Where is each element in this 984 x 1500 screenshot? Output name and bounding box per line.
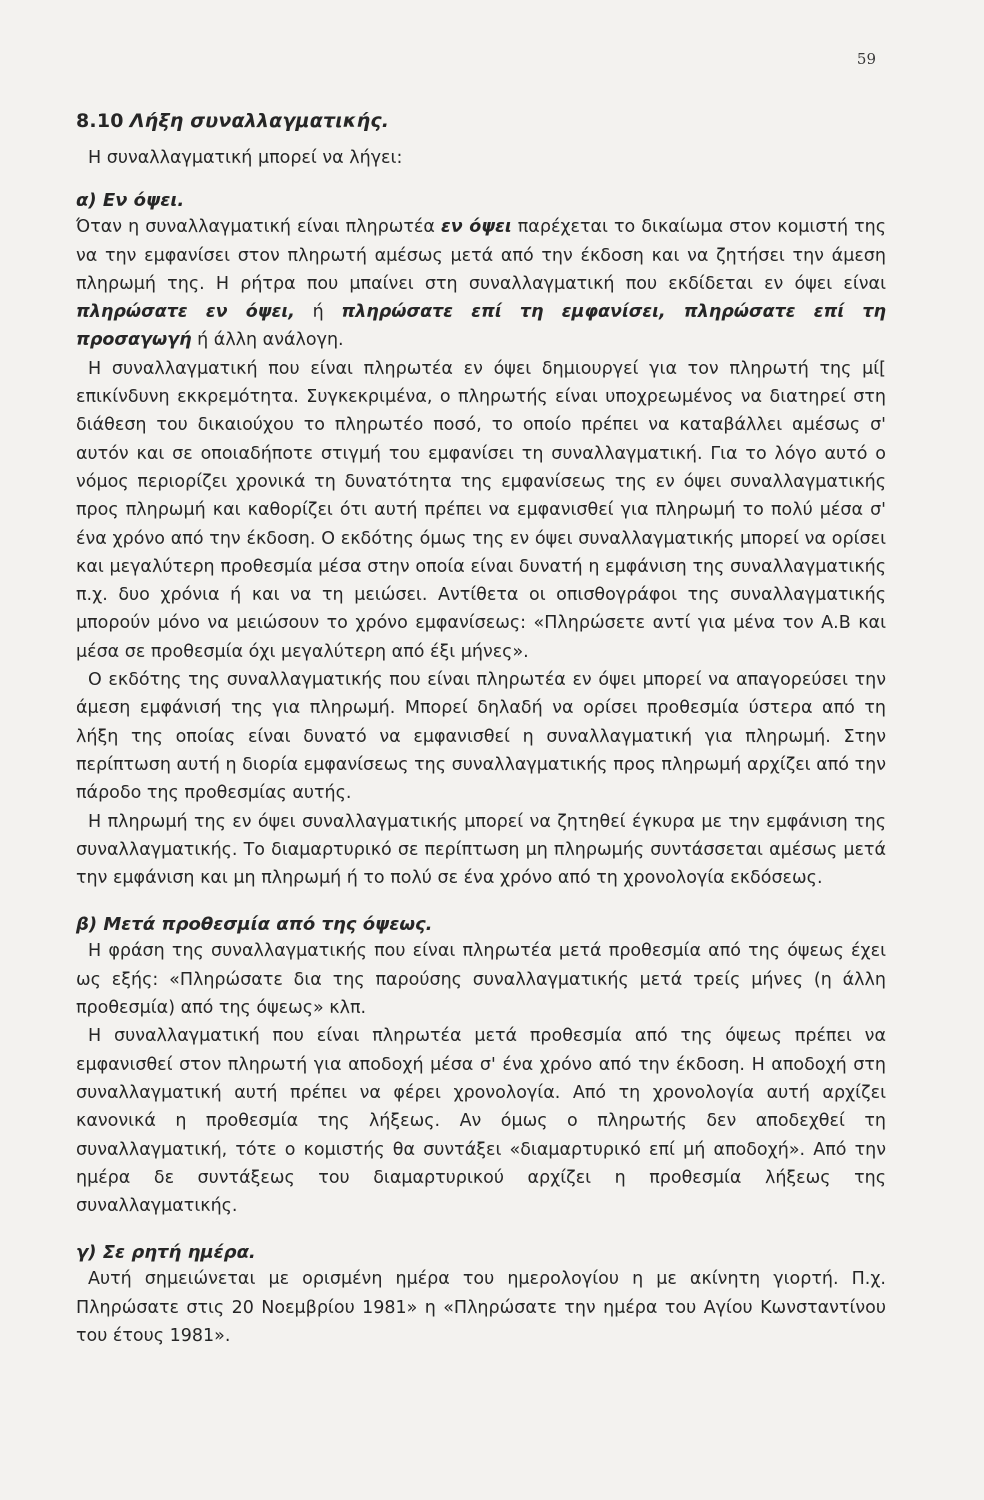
- page-number: 59: [856, 50, 876, 68]
- paragraph-b1: Η φράση της συναλλαγματικής που είναι πληρωτέα μετά προθεσμία από της όψεως έχει ως εξής: «Πληρώσατε δια της παρούσης συναλλαγματικής μετά τρείς μήνες (η άλλη προθεσμία) από της όψεως» κλπ.: [76, 941, 886, 1019]
- text-run: παρέχεται το δικαίωμα στον κομιστή της να την εμφανίσει στον πληρωτή αμέσως μετά από την έκδοση και να ζητήσει την άμεση πληρωμή της. Η ρήτρα που μπαίνει στη συναλλαγματική που εκδίδεται εν όψει είναι: [76, 217, 887, 294]
- paragraph-b2: Η συναλλαγματική που είναι πληρωτέα μετά προθεσμία από της όψεως πρέπει να εμφανισθεί στον πληρωτή για αποδοχή μέσα σ' ένα χρόνο από την έκδοση. Η αποδοχή στη συναλλαγματική αυτή πρέπει να φέρει χρονολογία. Από τη χρονολογία αυτή αρχίζει κανονικά η προθεσμία της λήξεως. Αν όμως ο πληρωτής δεν αποδεχθεί τη συναλλαγματική, τότε ο κομιστής θα συντάξει «διαμαρτυρικό επί μή αποδοχή». Από την ημέρα δε συντάξεως του διαμαρτυρικού αρχίζει η προθεσμία λήξεως της συναλλαγματικής.: [76, 1026, 886, 1217]
- section-number: 8.10: [76, 110, 124, 132]
- paragraph-c1: Αυτή σημειώνεται με ορισμένη ημέρα του ημερολογίου η με ακίνητη γιορτή. Π.χ. Πληρώσατε στις 20 Νοεμβρίου 1981» η «Πληρώσατε την ημέρα του Αγίου Κωνσταντίνου του έτους 1981».: [76, 1269, 886, 1346]
- text-run: ή άλλη ανάλογη.: [191, 330, 344, 351]
- page-content: [76, 110, 886, 1350]
- paragraph-a2: Η συναλλαγματική που είναι πληρωτέα εν όψει δημιουργεί για τον πληρωτή της μί[ επικίνδυνη εκκρεμότητα. Συγκεκριμένα, ο πληρωτής είναι υποχρεωμένος να διατηρεί στη διάθεση του δικαιούχου το πληρωτέο ποσό, το οποίο πρέπει να καταβάλλει αμέσως σ' αυτόν και σε οποιαδήποτε στιγμή του εμφανίσει τη συναλλαγματική. Για το λόγο αυτό ο νόμος περιορίζει χρονικά τη δυνατότητα της εμφανίσεως της εν όψει συναλλαγματικής προς πληρωμή και καθορίζει ότι αυτή πρέπει να εμφανισθεί για πληρωμή το πολύ μέσα σ' ένα χρόνο από την έκδοση. Ο εκδότης όμως της εν όψει συναλλαγματικής μπορεί να ορίσει και μεγαλύτερη προθεσμία μέσα στην οποία είναι δυνατή η εμφάνιση της συναλλαγματικής π.χ. δυο χρόνια ή και να τη μειώσει. Αντίθετα οι οπισθογράφοι της συναλλαγματικής μπορούν μόνο να μειώσουν το χρόνο εμφανίσεως: «Πληρώσετε αντί για μένα τον Α.Β και μέσα σε προθεσμία όχι μεγαλύτερη από έξι μήνες».: [76, 358, 886, 662]
- text-run: ή: [294, 302, 342, 323]
- paragraph-a4: Η πληρωμή της εν όψει συναλλαγματικής μπορεί να ζητηθεί έγκυρα με την εμφάνιση της συναλλαγματικής. Το διαμαρτυρικό σε περίπτωση μη πληρωμής συντάσσεται αμέσως μετά την εμφάνιση και μη πληρωμή ή το πολύ σε ένα χρόνο από τη χρονολογία εκδόσεως.: [76, 811, 886, 889]
- paragraph-a1: [76, 213, 886, 354]
- emphasis-text: πληρώσατε επί τη εμφανίσει, πληρώσατε επί τη προσαγωγή: [76, 302, 886, 351]
- emphasis-text: πληρώσατε εν όψει,: [76, 302, 295, 323]
- paragraph-a3: Ο εκδότης της συναλλαγματικής που είναι πληρωτέα εν όψει μπορεί να απαγορεύσει την άμεση εμφάνισή της για πληρωμή. Μπορεί δηλαδή να ορίσει προθεσμία ύστερα από τη λήξη της οποίας είναι δυνατό να εμφανισθεί η συναλλαγματική για πληρωμή. Στην περίπτωση αυτή η διορία εμφανίσεως της συναλλαγματικής προς πληρωμή αρχίζει από την πάροδο της προθεσμίας αυτής.: [76, 670, 886, 804]
- emphasis-text: εν όψει: [440, 217, 512, 238]
- subsection-heading-b: β) Μετά προθεσμία από της όψεως.: [76, 914, 433, 936]
- subsection-heading-a: α) Εν όψει.: [76, 190, 185, 212]
- section-title: Λήξη συναλλαγματικής.: [129, 110, 390, 132]
- section-heading: [76, 110, 886, 132]
- intro-paragraph: Η συναλλαγματική μπορεί να λήγει:: [88, 148, 403, 168]
- text-run: Όταν η συναλλαγματική είναι πληρωτέα: [76, 217, 441, 238]
- subsection-heading-c: γ) Σε ρητή ημέρα.: [76, 1242, 256, 1264]
